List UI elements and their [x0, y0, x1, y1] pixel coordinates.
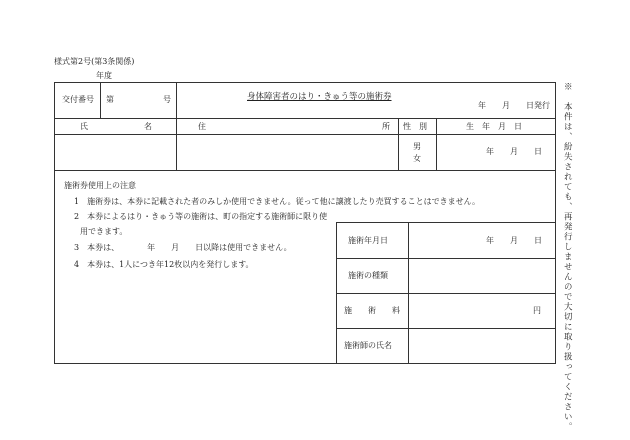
issue-date: 年 月 日発行	[478, 101, 550, 110]
divider	[100, 82, 101, 118]
issue-number-suffix: 号	[163, 95, 171, 104]
treatment-date-value: 年 月 日	[486, 236, 542, 245]
divider	[336, 258, 556, 259]
notes-item-2-cont: 用できます。	[80, 227, 128, 236]
treatment-fee-label: 施 術 料	[344, 306, 400, 315]
notes-item-1: 1 施術券は、本券に記載された者のみしか使用できません。従って他に譲渡したり売買することはできません。	[74, 197, 481, 206]
divider	[176, 82, 177, 118]
notes-item-4: 4 本券は、1人につき年12枚以内を発行します。	[74, 260, 254, 269]
document-title: 身体障害者のはり・きゅう等の施術券	[247, 92, 392, 102]
dob-value: 年 月 日	[486, 147, 542, 156]
year-label: 年度	[96, 71, 112, 80]
treatment-date-label: 施術年月日	[348, 236, 388, 245]
issue-number-label: 交付番号	[62, 95, 94, 104]
notes-heading: 施術券使用上の注意	[64, 181, 136, 190]
dob-label: 生 年 月 日	[466, 122, 522, 131]
divider	[54, 118, 556, 119]
address-label: 住 所	[198, 122, 390, 131]
practitioner-name-label: 施術師の氏名	[344, 341, 392, 350]
divider	[54, 134, 556, 135]
treatment-fee-unit: 円	[533, 306, 541, 315]
treatment-type-label: 施術の種類	[348, 271, 388, 280]
sex-male: 男	[413, 142, 421, 151]
notes-item-2: 2 本券によるはり・きゅう等の施術は、町の指定する施術師に限り使	[74, 212, 328, 221]
name-label: 氏 名	[80, 122, 152, 131]
divider	[176, 118, 177, 170]
divider	[336, 328, 556, 329]
notes-item-3: 3 本券は、 年 月 日以降は使用できません。	[74, 243, 292, 252]
issue-number-prefix: 第	[106, 95, 114, 104]
side-note: ※ 本件は、紛失されても、再発行しませんので大切に取り扱ってください。	[562, 82, 573, 432]
divider	[436, 118, 437, 170]
divider	[336, 293, 556, 294]
sex-label: 性 別	[403, 122, 427, 131]
form-number: 様式第2号(第3条関係)	[54, 57, 135, 66]
divider	[398, 118, 399, 170]
sex-female: 女	[413, 154, 421, 163]
divider	[54, 170, 556, 171]
